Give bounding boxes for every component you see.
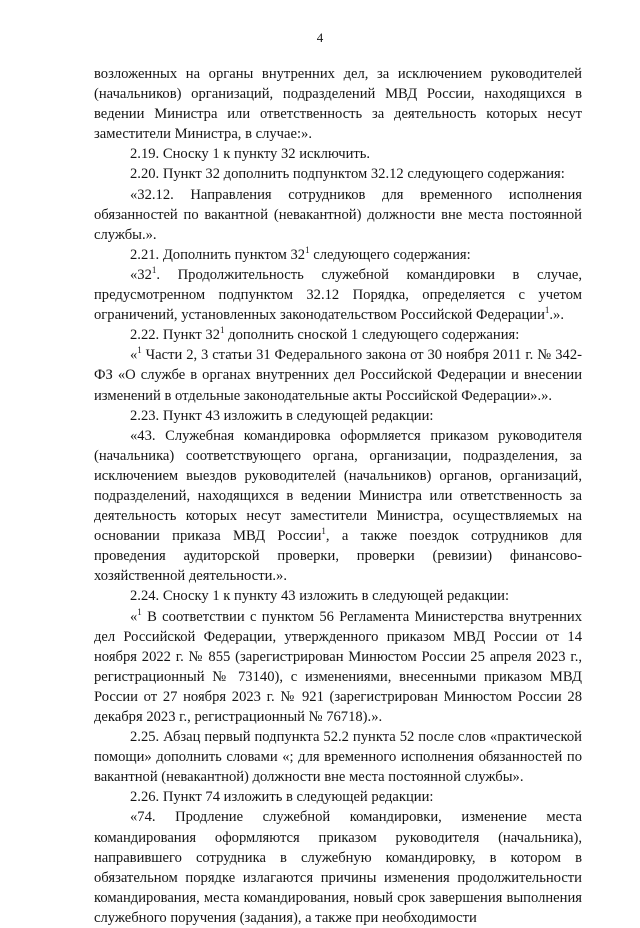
paragraph-text: «43. Служебная командировка оформляется приказом руководителя (начальника) соответствующего органа, организации, подразделения, за исключением выездов руководителей (начальников) органов, организаций, подразделений, находящихся в ведении Министра или ответственность за деятельность которых несут заместители Министра, осуществляемых на основании приказа МВД России — [94, 427, 582, 545]
paragraph-p5 — [94, 245, 582, 265]
paragraph-p11 — [94, 586, 582, 606]
paragraph-text: 2.24. Сноску 1 к пункту 43 изложить в следующей редакции: — [130, 588, 510, 605]
paragraph-text: возложенных на органы внутренних дел, за исключением руководителей (начальников) организаций, подразделений МВД России, находящихся в ведении Министра или ответственность за деятельность которых несут заместители Министра, в случае:». — [94, 66, 582, 143]
paragraph-text: Части 2, 3 статьи 31 Федерального закона от 30 ноября 2011 г. № 342-ФЗ «О службе в органах внутренних дел Российской Федерации и внесении изменений в отдельные законодательные акты Российской Федерации».». — [94, 347, 582, 404]
paragraph-p4 — [94, 185, 582, 245]
paragraph-text: В соответствии с пунктом 56 Регламента Министерства внутренних дел Российской Федерации, утвержденного приказом МВД России от 14 ноября 2022 г. № 855 (зарегистрирован Минюстом России 25 апреля 2023 г., регистрационный № 73140), с изменениями, внесенными приказом МВД России от 27 ноября 2023 г. № 921 (зарегистрирован Минюстом России 28 декабря 2023 г., регистрационный № 76718).». — [94, 608, 582, 725]
paragraph-text: 2.23. Пункт 43 изложить в следующей редакции: — [130, 407, 434, 424]
footnote-marker: 1 — [220, 325, 225, 336]
document-body — [94, 64, 582, 928]
paragraph-text: . Продолжительность служебной командировки в случае, предусмотренном подпунктом 32.12 Порядка, определяется с учетом ограничений, установленных законодательством Российской Федерации — [94, 266, 582, 324]
footnote-marker: 1 — [151, 265, 157, 276]
paragraph-p12 — [94, 607, 582, 728]
paragraph-text: «32 — [130, 266, 152, 283]
paragraph-p13 — [94, 727, 582, 787]
paragraph-p8 — [94, 345, 582, 405]
footnote-marker: 1 — [137, 606, 142, 617]
paragraph-text: 2.25. Абзац первый подпункта 52.2 пункта 52 после слов «практической помощи» дополнить словами «; для временного исполнения обязанностей по вакантной (невакантной) должности вне места постоянной службы». — [94, 729, 582, 786]
paragraph-text: «32.12. Направления сотрудников для временного исполнения обязанностей по вакантной (невакантной) должности вне места постоянной службы.». — [94, 186, 582, 243]
paragraph-p15 — [94, 807, 582, 928]
paragraph-p9 — [94, 406, 582, 426]
footnote-marker: 1 — [137, 345, 142, 356]
paragraph-p3 — [94, 164, 582, 184]
paragraph-text: , а также поездок сотрудников для проведения аудиторской проверки, проверки (ревизии) финансово-хозяйственной деятельности.». — [94, 528, 582, 585]
paragraph-p10 — [94, 426, 582, 587]
paragraph-text: «74. Продление служебной командировки, изменение места командирования оформляются приказом руководителя (начальника), направившего сотрудника в служебную командировку, в котором в обязательном порядке излагаются причины изменения продолжительности командирования, места командирования, новый срок завершения выполнения служебного поручения (задания), а также при необходимости — [94, 809, 582, 926]
paragraph-text: « — [130, 347, 138, 364]
paragraph-p6 — [94, 265, 582, 325]
paragraph-text: дополнить сноской 1 следующего содержания: — [224, 327, 520, 344]
paragraph-text: 2.20. Пункт 32 дополнить подпунктом 32.12 следующего содержания: — [130, 166, 565, 183]
footnote-marker: 1 — [305, 244, 310, 255]
page-number: 4 — [316, 30, 324, 45]
footnote-marker: 1 — [544, 305, 550, 316]
paragraph-p1 — [94, 64, 582, 144]
paragraph-text: 2.22. Пункт 32 — [130, 327, 220, 344]
paragraph-text: следующего содержания: — [309, 246, 471, 263]
footnote-marker: 1 — [321, 526, 326, 537]
paragraph-p7 — [94, 325, 582, 345]
paragraph-p14 — [94, 787, 582, 807]
paragraph-p2 — [94, 144, 582, 164]
paragraph-text: 2.21. Дополнить пунктом 32 — [130, 246, 306, 263]
paragraph-text: .». — [549, 307, 564, 324]
paragraph-text: 2.26. Пункт 74 изложить в следующей редакции: — [130, 789, 434, 806]
paragraph-text: 2.19. Сноску 1 к пункту 32 исключить. — [130, 146, 371, 163]
paragraph-text: « — [130, 608, 138, 625]
